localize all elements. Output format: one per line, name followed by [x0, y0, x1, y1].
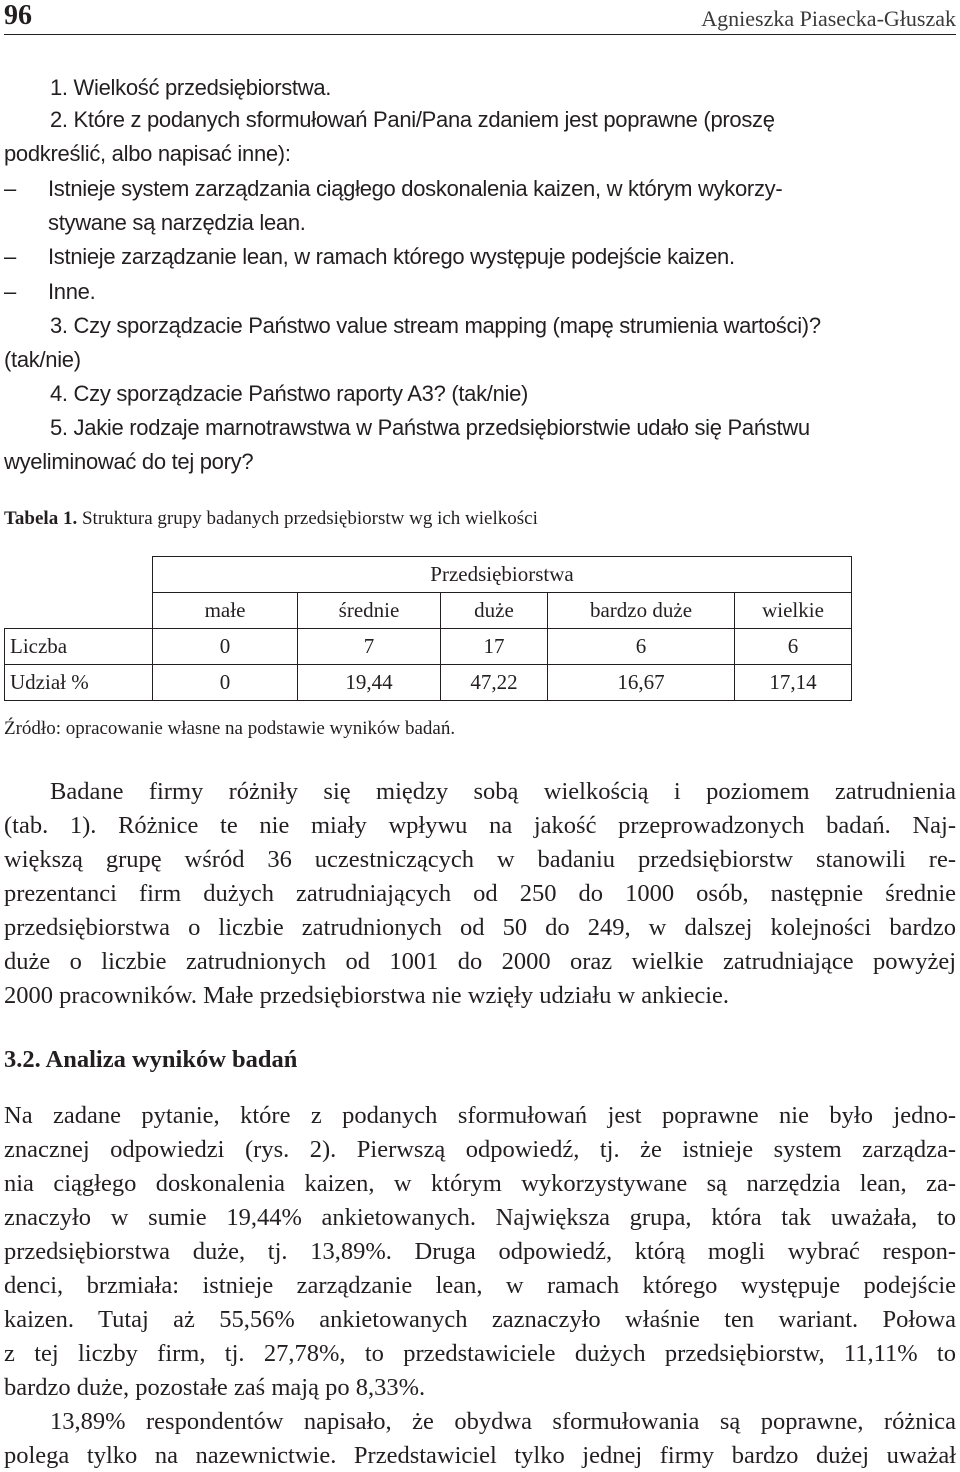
option-dash: – [4, 176, 16, 201]
option-1-text: Istnieje system zarządzania ciągłego doskonalenia kaizen, w którym wykorzy- [48, 176, 783, 201]
paragraph-2-line: znaczyło w sumie 19,44% ankietowanych. Największa grupa, która tak uważała, to [4, 1204, 956, 1231]
table-column-header: średnie [298, 593, 441, 629]
paragraph-2-line: Na zadane pytanie, które z podanych sformułowań jest poprawne nie było jedno- [4, 1102, 956, 1129]
table-group-header-row [5, 557, 852, 593]
table-source: Źródło: opracowanie własne na podstawie wyników badań. [4, 718, 456, 739]
table-cell: 6 [548, 629, 735, 665]
paragraph-2-line: denci, brzmiała: istnieje zarządzanie lean, w ramach którego występuje podejście [4, 1272, 956, 1299]
option-3 [4, 277, 95, 307]
paragraph-3-line: polega tylko na nazewnictwie. Przedstawiciel tylko jednej firmy bardzo dużej uważał [4, 1442, 956, 1469]
section-title: 3.2. Analiza wyników badań [4, 1046, 298, 1073]
table-cell: 6 [735, 629, 852, 665]
table-caption [4, 508, 538, 530]
table-column-header: bardzo duże [548, 593, 735, 629]
table-cell: 0 [153, 629, 298, 665]
table-group-header: Przedsiębiorstwa [153, 557, 852, 593]
paragraph-2-line: znacznej odpowiedzi (rys. 2). Pierwszą odpowiedź, tj. że istnieje system zarządza- [4, 1136, 956, 1163]
option-2 [4, 242, 735, 272]
running-author: Agnieszka Piasecka-Głuszak [701, 6, 956, 31]
question-4: 4. Czy sporządzacie Państwo raporty A3? (tak/nie) [50, 381, 529, 406]
table-cell: 17,14 [735, 665, 852, 701]
question-3-line-1: 3. Czy sporządzacie Państwo value stream mapping (mapę strumienia wartości)? [50, 313, 821, 338]
paragraph-2-line: nia ciągłego doskonalenia kaizen, w którym wykorzystywane są narzędzia lean, za- [4, 1170, 956, 1197]
table-caption-text: Struktura grupy badanych przedsiębiorstw wg ich wielkości [77, 508, 538, 529]
option-1-line-2: stywane są narzędzia lean. [48, 210, 306, 235]
table-empty-corner [5, 593, 153, 629]
option-2-text: Istnieje zarządzanie lean, w ramach którego występuje podejście kaizen. [48, 244, 735, 269]
paragraph-2-line: bardzo duże, pozostałe zaś mają po 8,33%. [4, 1374, 426, 1401]
option-dash: – [4, 279, 16, 304]
table-cell: 17 [441, 629, 548, 665]
paragraph-2-line: przedsiębiorstwa duże, tj. 13,89%. Druga odpowiedź, którą mogli wybrać respon- [4, 1238, 956, 1265]
question-3-line-2: (tak/nie) [4, 347, 81, 372]
company-size-table [4, 556, 852, 701]
running-header [4, 2, 956, 35]
question-5-line-2: wyeliminować do tej pory? [4, 449, 254, 474]
table-row [5, 629, 852, 665]
table-empty-corner [5, 557, 153, 593]
paragraph-3-line: 13,89% respondentów napisało, że obydwa sformułowania są poprawne, różnica [50, 1408, 956, 1435]
page-number: 96 [4, 0, 32, 31]
paragraph-1-line: przedsiębiorstwa o liczbie zatrudnionych od 50 do 249, w dalszej kolejności bardzo [4, 914, 956, 941]
question-5-line-1: 5. Jakie rodzaje marnotrawstwa w Państwa przedsiębiorstwie udało się Państwu [50, 415, 810, 440]
table-column-header: małe [153, 593, 298, 629]
table-cell: 47,22 [441, 665, 548, 701]
paragraph-1-line: większą grupę wśród 36 uczestniczących w badaniu przedsiębiorstw stanowili re- [4, 846, 956, 873]
paragraph-1-line: prezentanci firm dużych zatrudniających od 250 do 1000 osób, następnie średnie [4, 880, 956, 907]
table-column-header: duże [441, 593, 548, 629]
paragraph-1-line: Badane firmy różniły się między sobą wielkością i poziomem zatrudnienia [50, 778, 956, 805]
question-2-line-1: 2. Które z podanych sformułowań Pani/Pana zdaniem jest poprawne (proszę [50, 107, 775, 132]
table-row-label: Udział % [5, 665, 153, 701]
paragraph-1-line: (tab. 1). Różnice te nie miały wpływu na jakość przeprowadzonych badań. Naj- [4, 812, 956, 839]
question-2-line-2: podkreślić, albo napisać inne): [4, 141, 291, 166]
table-caption-label: Tabela 1. [4, 508, 78, 529]
table-row-label: Liczba [5, 629, 153, 665]
table-row [5, 665, 852, 701]
table-column-header: wielkie [735, 593, 852, 629]
table-column-header-row [5, 593, 852, 629]
paragraph-1-line: duże o liczbie zatrudnionych od 1001 do 2000 oraz wielkie zatrudniające powyżej [4, 948, 956, 975]
table-cell: 19,44 [298, 665, 441, 701]
paragraph-1-line: 2000 pracowników. Małe przedsiębiorstwa nie wzięły udziału w ankiecie. [4, 982, 729, 1009]
option-1-line-1 [4, 174, 782, 204]
option-dash: – [4, 244, 16, 269]
table-cell: 16,67 [548, 665, 735, 701]
option-3-text: Inne. [48, 279, 96, 304]
table-cell: 0 [153, 665, 298, 701]
table-cell: 7 [298, 629, 441, 665]
paragraph-2-line: kaizen. Tutaj aż 55,56% ankietowanych zaznaczyło właśnie ten wariant. Połowa [4, 1306, 956, 1333]
question-1: 1. Wielkość przedsiębiorstwa. [50, 75, 332, 100]
paragraph-2-line: z tej liczby firm, tj. 27,78%, to przedstawiciele dużych przedsiębiorstw, 11,11% to [4, 1340, 956, 1367]
